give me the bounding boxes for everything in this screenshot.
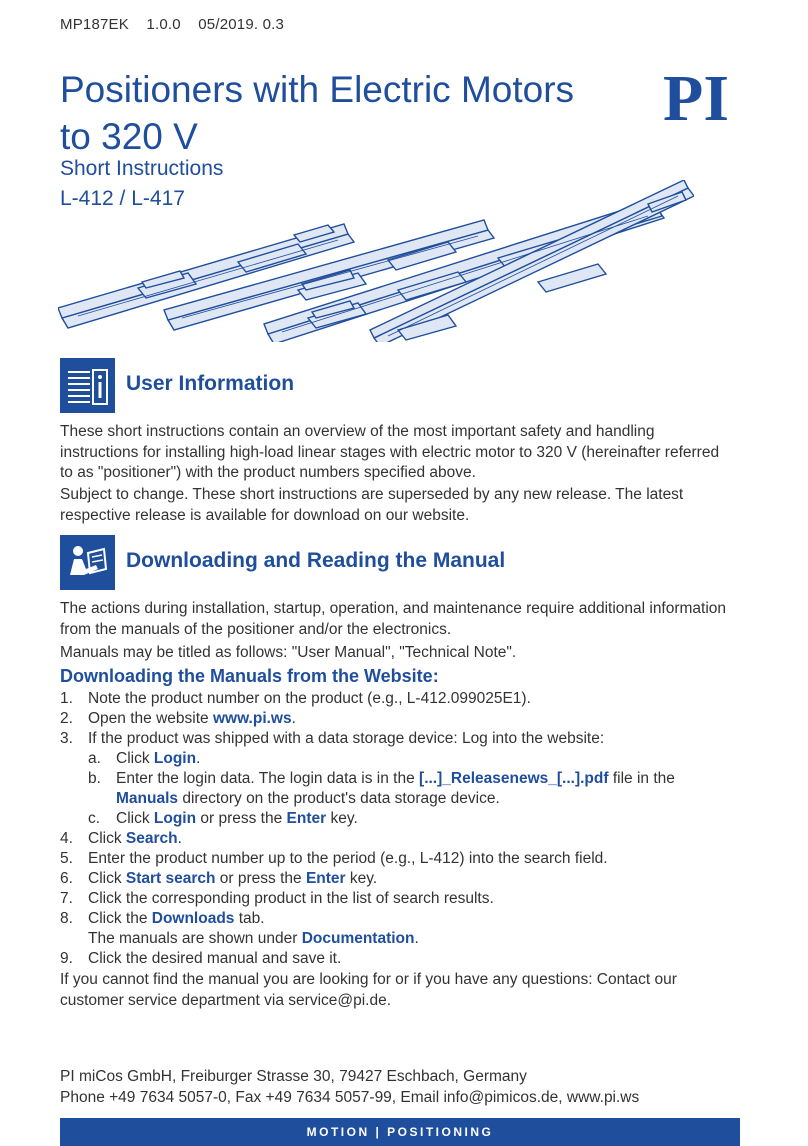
document-code: MP187EK 1.0.0 05/2019. 0.3 (60, 16, 285, 33)
title-line-2: to 320 V (60, 116, 198, 157)
product-illustration (58, 180, 694, 342)
step-number: 3. (60, 730, 73, 747)
user-info-paragraph-1: These short instructions contain an overview of the most important safety and handling instructions for installing high-load linear stages with electric motor to 320 V (hereinafter referred to as "positioner") with the product numbers specified above. (60, 423, 720, 481)
step-text: Note the product number on the product (e.g., L-412.099025E1). (88, 690, 531, 707)
step-text: Click the corresponding product in the list of search results. (88, 890, 494, 907)
step-text: Click Login. (116, 750, 201, 767)
step-number: 2. (60, 710, 73, 727)
step-number: a. (88, 750, 101, 767)
subtitle-line-1: Short Instructions (60, 157, 224, 180)
step-text: Enter the login data. The login data is in the [...]_Releasenews_[...].pdf file in the Manuals directory on the product's data storage device. (116, 770, 675, 807)
user-info-icon (60, 358, 115, 413)
step-number: 6. (60, 870, 73, 887)
manual-paragraph-1: The actions during installation, startup, operation, and maintenance require additional information from the manuals of the positioner and/or the electronics. (60, 600, 727, 638)
step-text: The manuals are shown under Documentation. (88, 930, 419, 947)
pi-logo (638, 66, 754, 124)
step-number: 8. (60, 910, 73, 927)
website-link[interactable]: www.pi.ws (212, 710, 292, 727)
manual-icon (60, 535, 115, 590)
step-number: 1. (60, 690, 73, 707)
user-info-heading: User Information (126, 372, 295, 395)
step-number: c. (88, 810, 101, 827)
page-title (60, 66, 600, 160)
step-text: Enter the product number up to the period (e.g., L-412) into the search field. (88, 850, 608, 867)
footer-bar: MOTION | POSITIONING (60, 1118, 740, 1146)
svg-text:PI: PI (663, 66, 729, 124)
closing-paragraph: If you cannot find the manual you are looking for or if you have any questions: Contact our customer service department via service@pi.de. (60, 971, 677, 1009)
step-text: Click the Downloads tab. (88, 910, 265, 927)
footer-address (60, 1066, 639, 1108)
step-number: 5. (60, 850, 73, 867)
contact-line: Phone +49 7634 5057-0, Fax +49 7634 5057-99, Email info@pimicos.de, www.pi.ws (60, 1089, 640, 1106)
title-line-1: Positioners with Electric Motors (60, 69, 575, 110)
step-text: Click the desired manual and save it. (88, 950, 342, 967)
user-info-paragraph-2: Subject to change. These short instructions are superseded by any new release. The latest respective release is available for download on our website. (60, 486, 684, 524)
steps-heading: Downloading the Manuals from the Website: (60, 666, 439, 686)
manual-paragraph-2: Manuals may be titled as follows: "User Manual", "Technical Note". (60, 644, 517, 661)
step-text: Click Search. (88, 830, 182, 847)
step-text: Click Start search or press the Enter key. (88, 870, 378, 887)
step-number: 7. (60, 890, 73, 907)
step-text: If the product was shipped with a data storage device: Log into the website: (88, 730, 605, 747)
step-number: b. (88, 770, 101, 787)
step-text: Open the website www.pi.ws. (88, 710, 296, 727)
subtitle-line-2: L-412 / L-417 (60, 187, 185, 210)
step-text: Click Login or press the Enter key. (116, 810, 358, 827)
manual-heading: Downloading and Reading the Manual (126, 549, 506, 572)
step-number: 4. (60, 830, 73, 847)
address-line: PI miCos GmbH, Freiburger Strasse 30, 79427 Eschbach, Germany (60, 1068, 527, 1085)
step-number: 9. (60, 950, 73, 967)
